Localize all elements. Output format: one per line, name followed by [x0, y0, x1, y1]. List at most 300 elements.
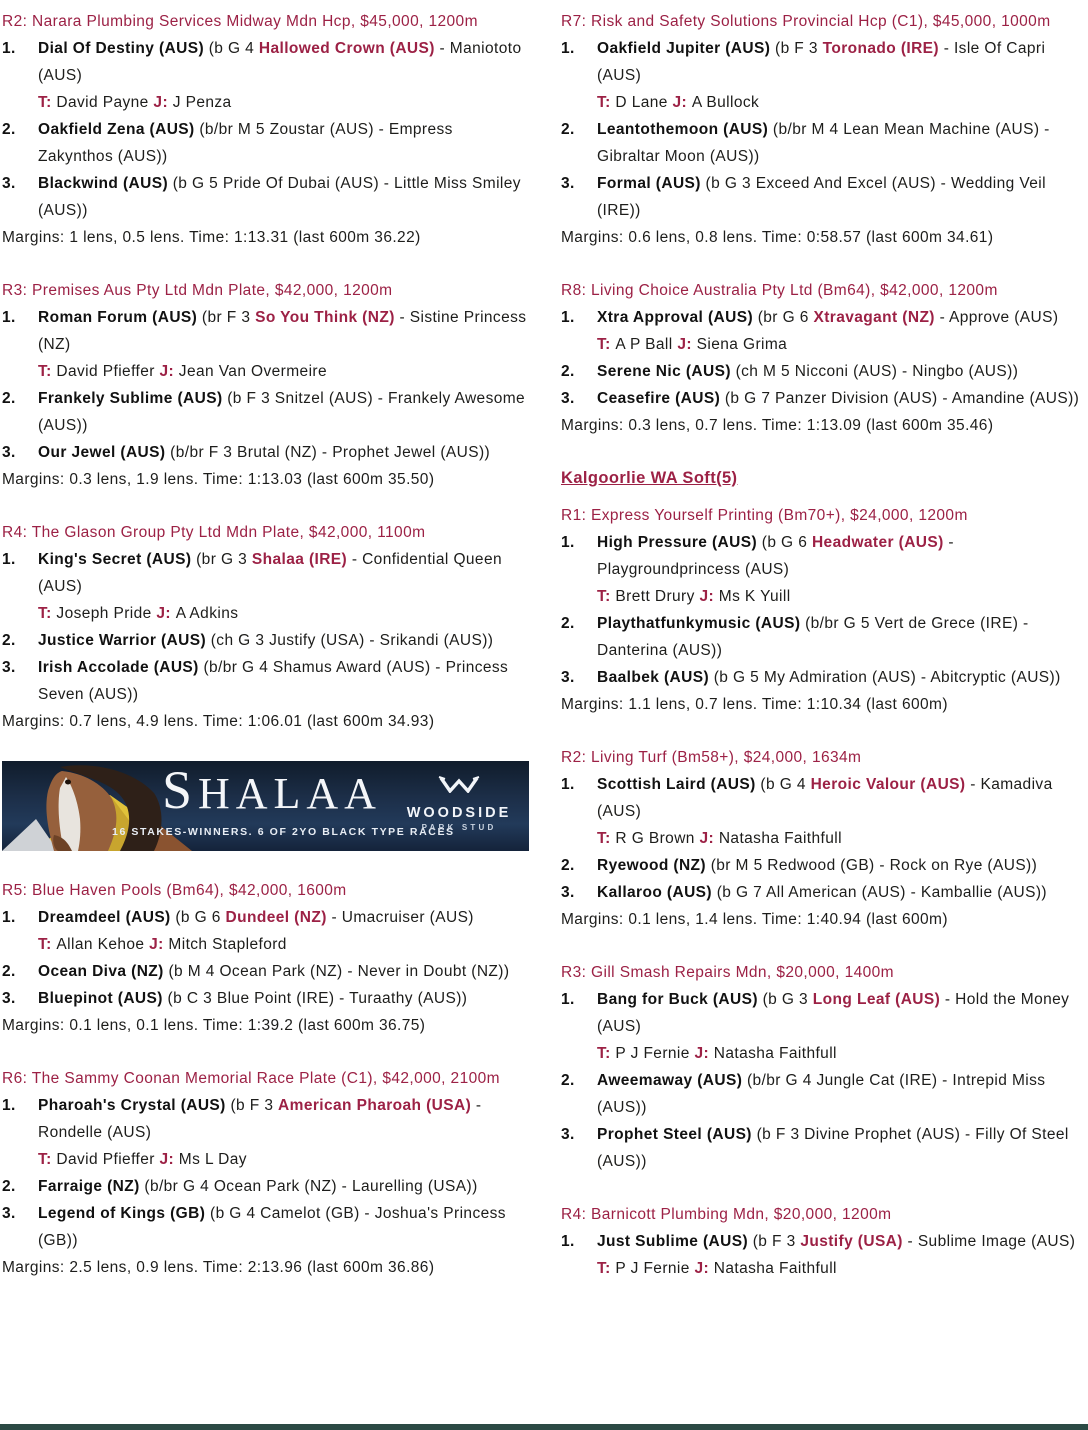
horse-name: Farraige (NZ) [38, 1178, 140, 1195]
placing-number: 1. [2, 40, 16, 57]
result-entry [2, 439, 529, 466]
entry-text: - Hold the Money (AUS) [597, 991, 1070, 1035]
result-entry [2, 385, 529, 439]
entry-text: (b M 4 Ocean Park (NZ) - Never in Doubt (NZ)) [163, 963, 510, 980]
placing-number: 1. [2, 309, 16, 326]
result-entry [561, 664, 1088, 691]
placing-number: 1. [561, 40, 575, 57]
horse-name: Playthatfunkymusic (AUS) [597, 615, 801, 632]
entry-text: (b G 4 [204, 40, 259, 57]
entry-text: A P Ball [615, 336, 678, 353]
entry-body [38, 1092, 529, 1173]
race-result-block [2, 8, 529, 251]
horse-name: Dial Of Destiny (AUS) [38, 40, 205, 57]
entry-text: David Pfieffer [56, 1151, 160, 1168]
entry-text: Mitch Stapleford [168, 936, 287, 953]
entry-line [597, 116, 1088, 170]
entry-text: Ms L Day [178, 1151, 247, 1168]
entry-body [597, 385, 1088, 412]
entry-text: - Sistine Princess (NZ) [38, 309, 527, 353]
ad-text-block [112, 761, 455, 839]
entry-body [597, 664, 1088, 691]
entry-body [597, 358, 1088, 385]
trainer-jockey-line [597, 89, 1088, 116]
woodside-w-icon [395, 775, 523, 802]
margins-time-line: Margins: 0.3 lens, 1.9 lens. Time: 1:13.03 (last 600m 35.50) [2, 471, 435, 488]
entry-text: - Kamadiva (AUS) [597, 776, 1053, 820]
trainer-jockey-label: T: [38, 363, 57, 380]
race-result-block [2, 1065, 529, 1281]
entry-text: (b G 4 Camelot (GB) - Joshua's Princess (GB)) [38, 1205, 506, 1249]
race-result-block [561, 277, 1088, 439]
entry-text: (ch M 5 Nicconi (AUS) - Ningbo (AUS)) [730, 363, 1019, 380]
entry-body [38, 654, 529, 708]
margins-time-line: Margins: 0.3 lens, 0.7 lens. Time: 1:13.09 (last 600m 35.46) [561, 417, 994, 434]
trainer-jockey-line [38, 89, 529, 116]
placing-number: 2. [561, 857, 575, 874]
trainer-jockey-line [597, 1040, 1088, 1067]
entry-text: (b/br G 5 Vert de Grece (IRE) - Danterina (AUS)) [597, 615, 1029, 659]
horse-name: Ceasefire (AUS) [597, 390, 721, 407]
entry-body [38, 116, 529, 170]
placing-number: 3. [2, 175, 16, 192]
entry-text: (b F 3 [770, 40, 823, 57]
result-entry [561, 879, 1088, 906]
race-result-block [561, 502, 1088, 718]
placing-number: 1. [561, 991, 575, 1008]
sire-link[interactable]: Headwater (AUS) [811, 534, 944, 551]
placing-number: 1. [561, 1233, 575, 1250]
entry-text: (b C 3 Blue Point (IRE) - Turaathy (AUS)) [162, 990, 468, 1007]
result-entry [561, 852, 1088, 879]
entry-text: P J Fernie [615, 1260, 695, 1277]
entry-text: - Sublime Image (AUS) [902, 1233, 1076, 1250]
placing-number: 2. [2, 632, 16, 649]
trainer-jockey-label: J: [156, 605, 176, 622]
horse-name: Bluepinot (AUS) [38, 990, 163, 1007]
race-result-block [561, 744, 1088, 933]
next-banner-edge [0, 1424, 1088, 1430]
entry-body [38, 304, 529, 385]
entry-body [597, 170, 1088, 224]
margins-time-line: Margins: 1 lens, 0.5 lens. Time: 1:13.31 (last 600m 36.22) [2, 229, 421, 246]
entry-body [38, 904, 529, 958]
ad-stallion-title: SHALAA [162, 761, 382, 820]
horse-name: Bang for Buck (AUS) [597, 991, 758, 1008]
entry-body [38, 385, 529, 439]
stud-name: WOODSIDE [406, 805, 512, 821]
race-heading: R8: Living Choice Australia Pty Ltd (Bm64), $42,000, 1200m [561, 282, 998, 299]
placing-number: 3. [561, 1126, 575, 1143]
race-heading: R3: Premises Aus Pty Ltd Mdn Plate, $42,000, 1200m [2, 282, 393, 299]
result-entry [2, 958, 529, 985]
entry-line [38, 627, 529, 654]
entry-line [597, 35, 1088, 89]
entry-text: (b/br G 4 Jungle Cat (IRE) - Intrepid Miss (AUS)) [597, 1072, 1046, 1116]
horse-name: Prophet Steel (AUS) [597, 1126, 752, 1143]
trainer-jockey-label: T: [597, 1260, 616, 1277]
placing-number: 2. [561, 121, 575, 138]
entry-body [597, 1121, 1088, 1175]
race-result-block [2, 519, 529, 735]
entry-line [597, 1121, 1088, 1175]
race-result-block [561, 959, 1088, 1175]
entry-text: J Penza [172, 94, 232, 111]
race-heading: R1: Express Yourself Printing (Bm70+), $24,000, 1200m [561, 507, 968, 524]
horse-name: Formal (AUS) [597, 175, 701, 192]
horse-name: Aweemaway (AUS) [597, 1072, 743, 1089]
entry-line [597, 1228, 1088, 1255]
horse-name: Blackwind (AUS) [38, 175, 169, 192]
entry-body [38, 439, 529, 466]
sire-link[interactable]: Justify (USA) [800, 1233, 903, 1250]
result-entry [2, 985, 529, 1012]
placing-number: 2. [2, 121, 16, 138]
entry-body [38, 1173, 529, 1200]
trainer-jockey-label: J: [159, 1151, 179, 1168]
placing-number: 1. [2, 1097, 16, 1114]
horse-name: Ocean Diva (NZ) [38, 963, 164, 980]
entry-line [38, 985, 529, 1012]
entry-text: P J Fernie [615, 1045, 695, 1062]
entry-body [597, 771, 1088, 852]
entry-text: (b/br M 4 Lean Mean Machine (AUS) - Gibraltar Moon (AUS)) [597, 121, 1050, 165]
entry-line [597, 385, 1088, 412]
trainer-jockey-label: J: [672, 94, 692, 111]
entry-body [38, 1200, 529, 1254]
placing-number: 3. [561, 669, 575, 686]
entry-body [38, 985, 529, 1012]
placing-number: 2. [2, 1178, 16, 1195]
sire-link[interactable]: Shalaa (IRE) [251, 551, 348, 568]
race-result-block [561, 1201, 1088, 1282]
horse-name: High Pressure (AUS) [597, 534, 758, 551]
trainer-jockey-label: J: [159, 363, 179, 380]
entry-line [597, 610, 1088, 664]
trainer-jockey-label: T: [597, 1045, 616, 1062]
result-entry [2, 1092, 529, 1173]
entry-body [597, 852, 1088, 879]
entry-text: (b G 3 [757, 991, 813, 1008]
entry-body [38, 546, 529, 627]
entry-text: (br G 6 [753, 309, 814, 326]
race-result-block [2, 877, 529, 1039]
entry-body [38, 170, 529, 224]
race-heading: R2: Living Turf (Bm58+), $24,000, 1634m [561, 749, 862, 766]
trainer-jockey-label: J: [153, 94, 173, 111]
entry-text: Joseph Pride [56, 605, 157, 622]
margins-time-line: Margins: 0.1 lens, 1.4 lens. Time: 1:40.94 (last 600m) [561, 911, 948, 928]
horse-name: Irish Accolade (AUS) [38, 659, 199, 676]
result-entry [561, 385, 1088, 412]
entry-body [38, 35, 529, 116]
horse-name: King's Secret (AUS) [38, 551, 192, 568]
entry-text: R G Brown [615, 830, 700, 847]
entry-text: (br G 3 [191, 551, 252, 568]
trainer-jockey-label: T: [38, 1151, 57, 1168]
sire-link[interactable]: Long Leaf (AUS) [812, 991, 941, 1008]
entry-text: (b/br F 3 Brutal (NZ) - Prophet Jewel (AUS)) [165, 444, 491, 461]
margins-time-line: Margins: 1.1 lens, 0.7 lens. Time: 1:10.34 (last 600m) [561, 696, 948, 713]
result-entry [2, 116, 529, 170]
entry-text: - Rondelle (AUS) [38, 1097, 482, 1141]
meeting-section-heading: Kalgoorlie WA Soft(5) [561, 469, 738, 487]
entry-text: A Bullock [691, 94, 760, 111]
placing-number: 3. [2, 1205, 16, 1222]
race-heading: R6: The Sammy Coonan Memorial Race Plate (C1), $42,000, 2100m [2, 1070, 500, 1087]
horse-name: Kallaroo (AUS) [597, 884, 712, 901]
placing-number: 2. [561, 615, 575, 632]
trainer-jockey-label: J: [677, 336, 697, 353]
entry-line [38, 304, 529, 358]
entry-text: (b F 3 [225, 1097, 279, 1114]
horse-name: Roman Forum (AUS) [38, 309, 198, 326]
race-heading: R7: Risk and Safety Solutions Provincial Hcp (C1), $45,000, 1000m [561, 13, 1051, 30]
result-entry [561, 771, 1088, 852]
trainer-jockey-label: T: [597, 336, 616, 353]
race-heading: R5: Blue Haven Pools (Bm64), $42,000, 1600m [2, 882, 347, 899]
trainer-jockey-line [597, 825, 1088, 852]
results-column-left [2, 8, 529, 1308]
horse-name: Pharoah's Crystal (AUS) [38, 1097, 226, 1114]
sire-link[interactable]: So You Think (NZ) [255, 309, 395, 326]
entry-body [597, 1067, 1088, 1121]
result-entry [561, 1121, 1088, 1175]
horse-name: Scottish Laird (AUS) [597, 776, 756, 793]
trainer-jockey-label: T: [597, 588, 616, 605]
entry-body [597, 610, 1088, 664]
results-column-right [561, 8, 1088, 1308]
entry-text: - Isle Of Capri (AUS) [597, 40, 1046, 84]
trainer-jockey-label: T: [38, 605, 57, 622]
horse-name: Oakfield Jupiter (AUS) [597, 40, 771, 57]
entry-text: (b F 3 Snitzel (AUS) - Frankely Awesome (AUS)) [38, 390, 526, 434]
placing-number: 2. [561, 363, 575, 380]
entry-line [597, 358, 1088, 385]
entry-text: (b G 6 [170, 909, 226, 926]
entry-line [38, 1200, 529, 1254]
entry-text: Natasha Faithfull [713, 1260, 837, 1277]
placing-number: 3. [561, 175, 575, 192]
entry-text: (br F 3 [197, 309, 256, 326]
trainer-jockey-label: T: [38, 94, 57, 111]
trainer-jockey-line [597, 583, 1088, 610]
entry-body [597, 529, 1088, 610]
stallion-ad-banner[interactable] [2, 761, 529, 851]
entry-line [38, 904, 529, 931]
trainer-jockey-line [38, 931, 529, 958]
sire-link[interactable]: Hallowed Crown (AUS) [258, 40, 435, 57]
horse-name: Frankely Sublime (AUS) [38, 390, 223, 407]
entry-text: David Payne [56, 94, 154, 111]
entry-line [597, 1067, 1088, 1121]
placing-number: 1. [2, 909, 16, 926]
entry-body [597, 116, 1088, 170]
placing-number: 3. [561, 390, 575, 407]
placing-number: 3. [2, 444, 16, 461]
result-entry [561, 116, 1088, 170]
result-entry [561, 529, 1088, 610]
sire-link[interactable]: Toronado (IRE) [822, 40, 939, 57]
race-result-block [2, 277, 529, 493]
horse-name: Our Jewel (AUS) [38, 444, 166, 461]
trainer-jockey-line [38, 1146, 529, 1173]
entry-body [38, 958, 529, 985]
entry-text: Jean Van Overmeire [178, 363, 327, 380]
horse-name: Xtra Approval (AUS) [597, 309, 754, 326]
entry-body [597, 35, 1088, 116]
horse-name: Ryewood (NZ) [597, 857, 706, 874]
entry-text: (b/br G 4 Ocean Park (NZ) - Laurelling (USA)) [139, 1178, 478, 1195]
entry-text: (br M 5 Redwood (GB) - Rock on Rye (AUS)) [706, 857, 1038, 874]
entry-line [597, 170, 1088, 224]
result-entry [2, 170, 529, 224]
placing-number: 2. [561, 1072, 575, 1089]
race-heading: R4: Barnicott Plumbing Mdn, $20,000, 1200m [561, 1206, 892, 1223]
entry-text: (ch G 3 Justify (USA) - Srikandi (AUS)) [206, 632, 494, 649]
trainer-jockey-label: J: [694, 1045, 714, 1062]
result-entry [2, 1173, 529, 1200]
trainer-jockey-line [597, 331, 1088, 358]
horse-name: Baalbek (AUS) [597, 669, 710, 686]
result-entry [2, 304, 529, 385]
entry-text: Allan Kehoe [56, 936, 150, 953]
entry-text: (b/br M 5 Zoustar (AUS) - Empress Zakynthos (AUS)) [38, 121, 453, 165]
entry-text: (b F 3 [748, 1233, 801, 1250]
trainer-jockey-label: T: [597, 830, 616, 847]
entry-text: - Umacruiser (AUS) [326, 909, 474, 926]
trainer-jockey-line [38, 358, 529, 385]
race-heading: R2: Narara Plumbing Services Midway Mdn Hcp, $45,000, 1200m [2, 13, 478, 30]
entry-text: (b G 5 Pride Of Dubai (AUS) - Little Miss Smiley (AUS)) [38, 175, 521, 219]
entry-body [597, 879, 1088, 906]
margins-time-line: Margins: 0.1 lens, 0.1 lens. Time: 1:39.2 (last 600m 36.75) [2, 1017, 426, 1034]
race-heading: R4: The Glason Group Pty Ltd Mdn Plate, $42,000, 1100m [2, 524, 426, 541]
entry-text: - Maniototo (AUS) [38, 40, 522, 84]
entry-line [38, 1092, 529, 1146]
sire-link[interactable]: Dundeel (NZ) [225, 909, 327, 926]
sire-link[interactable]: American Pharoah (USA) [278, 1097, 472, 1114]
entry-line [38, 1173, 529, 1200]
entry-body [597, 304, 1088, 358]
entry-text: Brett Drury [615, 588, 700, 605]
entry-text: (b G 6 [757, 534, 812, 551]
entry-text: A Adkins [175, 605, 239, 622]
stud-subtitle: PARK STUD [421, 823, 497, 832]
race-heading: R3: Gill Smash Repairs Mdn, $20,000, 1400m [561, 964, 894, 981]
entry-text: (b G 4 [755, 776, 811, 793]
entry-line [597, 852, 1088, 879]
placing-number: 1. [2, 551, 16, 568]
trainer-jockey-label: J: [699, 830, 719, 847]
entry-line [597, 879, 1088, 906]
race-result-block [561, 8, 1088, 251]
trainer-jockey-label: J: [699, 588, 719, 605]
trainer-jockey-label: T: [597, 94, 616, 111]
placing-number: 3. [2, 990, 16, 1007]
result-entry [561, 358, 1088, 385]
entry-line [38, 546, 529, 600]
entry-text: Ms K Yuill [718, 588, 791, 605]
horse-name: Legend of Kings (GB) [38, 1205, 206, 1222]
entry-body [597, 986, 1088, 1067]
entry-text: - Approve (AUS) [934, 309, 1059, 326]
horse-name: Just Sublime (AUS) [597, 1233, 749, 1250]
entry-text: (b F 3 Divine Prophet (AUS) - Filly Of Steel (AUS)) [597, 1126, 1069, 1170]
entry-line [597, 304, 1088, 331]
trainer-jockey-line [38, 600, 529, 627]
entry-body [597, 1228, 1088, 1282]
placing-number: 1. [561, 534, 575, 551]
entry-text: (b G 7 All American (AUS) - Kamballie (AUS)) [711, 884, 1047, 901]
entry-text: Natasha Faithfull [713, 1045, 837, 1062]
placing-number: 3. [561, 884, 575, 901]
entry-line [597, 529, 1088, 583]
trainer-jockey-label: T: [38, 936, 57, 953]
entry-line [38, 170, 529, 224]
result-entry [561, 1228, 1088, 1282]
result-entry [2, 546, 529, 627]
entry-text: David Pfieffer [56, 363, 160, 380]
sire-link[interactable]: Xtravagant (NZ) [813, 309, 935, 326]
placing-number: 3. [2, 659, 16, 676]
entry-line [597, 986, 1088, 1040]
margins-time-line: Margins: 0.7 lens, 4.9 lens. Time: 1:06.01 (last 600m 34.93) [2, 713, 435, 730]
entry-text: Siena Grima [696, 336, 788, 353]
result-entry [2, 35, 529, 116]
result-entry [561, 1067, 1088, 1121]
entry-text: (b G 7 Panzer Division (AUS) - Amandine (AUS)) [720, 390, 1080, 407]
horse-name: Dreamdeel (AUS) [38, 909, 171, 926]
placing-number: 1. [561, 776, 575, 793]
entry-line [38, 958, 529, 985]
entry-line [38, 385, 529, 439]
entry-text: (b G 3 Exceed And Excel (AUS) - Wedding Veil (IRE)) [597, 175, 1046, 219]
horse-name: Oakfield Zena (AUS) [38, 121, 195, 138]
placing-number: 2. [2, 390, 16, 407]
entry-text: Natasha Faithfull [718, 830, 842, 847]
result-entry [561, 170, 1088, 224]
entry-line [38, 35, 529, 89]
placing-number: 2. [2, 963, 16, 980]
entry-text: D Lane [615, 94, 673, 111]
ad-subtitle: 16 STAKES-WINNERS. 6 OF 2YO BLACK TYPE RACES [112, 826, 455, 838]
result-entry [561, 986, 1088, 1067]
placing-number: 1. [561, 309, 575, 326]
entry-text: - Confidential Queen (AUS) [38, 551, 502, 595]
margins-time-line: Margins: 2.5 lens, 0.9 lens. Time: 2:13.96 (last 600m 36.86) [2, 1259, 435, 1276]
trainer-jockey-label: J: [149, 936, 169, 953]
result-entry [2, 904, 529, 958]
result-entry [561, 35, 1088, 116]
entry-line [597, 664, 1088, 691]
trainer-jockey-label: J: [694, 1260, 714, 1277]
margins-time-line: Margins: 0.6 lens, 0.8 lens. Time: 0:58.57 (last 600m 34.61) [561, 229, 994, 246]
sire-link[interactable]: Heroic Valour (AUS) [810, 776, 966, 793]
entry-text: (b/br G 4 Shamus Award (AUS) - Princess Seven (AUS)) [38, 659, 509, 703]
entry-line [38, 116, 529, 170]
entry-text: - Playgroundprincess (AUS) [597, 534, 954, 578]
result-entry [2, 654, 529, 708]
stud-logo [395, 775, 523, 833]
result-entry [561, 610, 1088, 664]
entry-text: (b G 5 My Admiration (AUS) - Abitcryptic (AUS)) [709, 669, 1061, 686]
trainer-jockey-line [597, 1255, 1088, 1282]
entry-body [38, 627, 529, 654]
entry-line [38, 654, 529, 708]
result-entry [2, 627, 529, 654]
entry-line [597, 771, 1088, 825]
